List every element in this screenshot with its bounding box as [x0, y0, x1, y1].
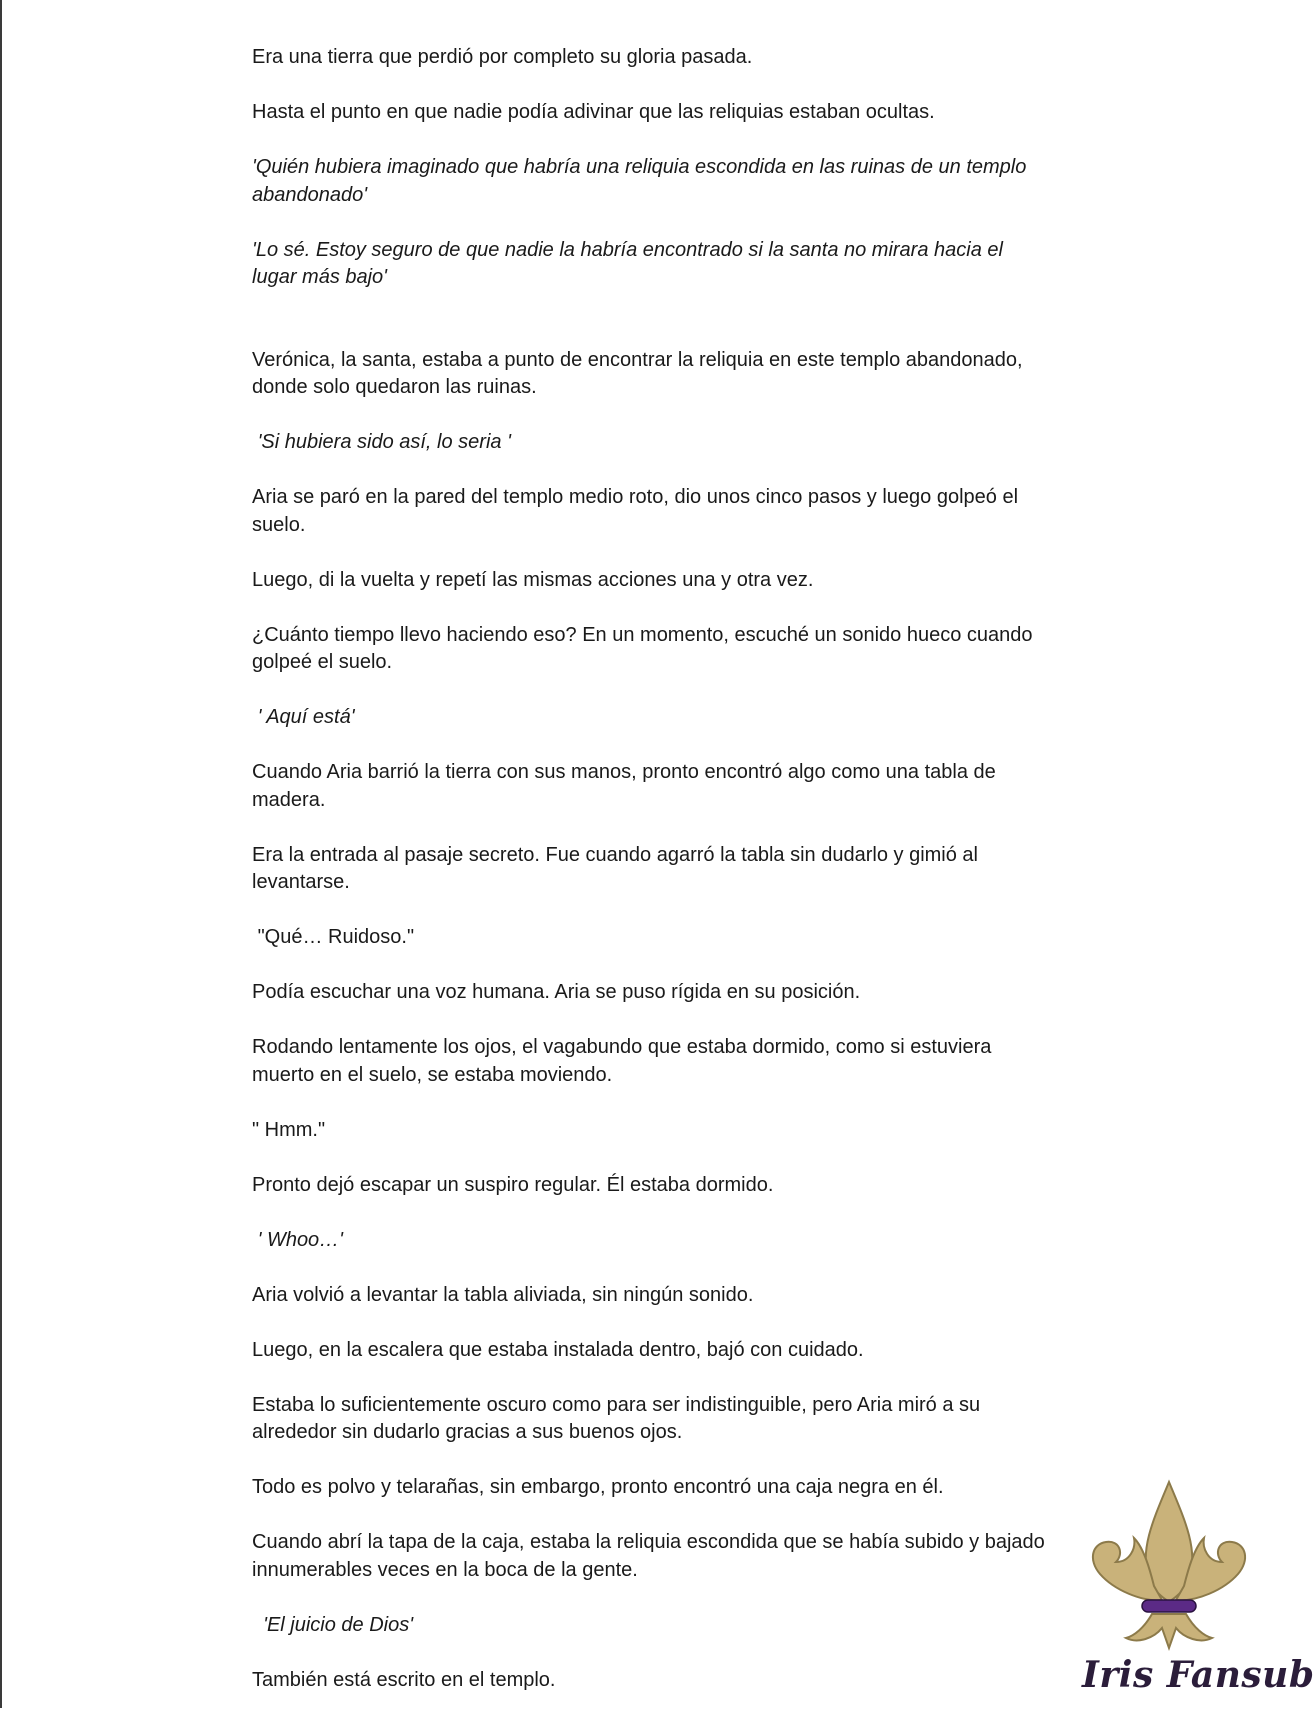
paragraph: Luego, en la escalera que estaba instalada dentro, bajó con cuidado. [252, 1338, 864, 1361]
watermark-logo [1070, 1478, 1315, 1703]
paragraph: " Hmm." [252, 1118, 326, 1141]
paragraph: 'Si hubiera sido así, lo seria ' [252, 431, 511, 453]
paragraph: 'Quién hubiera imaginado que habría una reliquia escondida en las ruinas de un templo abandonado' [252, 156, 1032, 206]
paragraph: ¿Cuánto tiempo llevo haciendo eso? En un momento, escuché un sonido hueco cuando golpeé el suelo. [252, 623, 1039, 673]
watermark-text: Iris Fansub [1082, 1654, 1315, 1696]
paragraph: 'Lo sé. Estoy seguro de que nadie la habría encontrado si la santa no mirara hacia el lugar más bajo' [252, 238, 1009, 288]
paragraph: Estaba lo suficientemente oscuro como para ser indistinguible, pero Aria miró a su alrededor sin dudarlo gracias a sus buenos ojos. [252, 1393, 986, 1443]
paragraph: Todo es polvo y telarañas, sin embargo, pronto encontró una caja negra en él. [252, 1476, 944, 1498]
paragraph: Era una tierra que perdió por completo su gloria pasada. [252, 46, 753, 68]
paragraph: ' Whoo…' [252, 1228, 344, 1251]
paragraph: Cuando abrí la tapa de la caja, estaba la reliquia escondida que se había subido y bajado innumerables veces en la boca de la gente. [252, 1531, 1051, 1581]
paragraph: Luego, di la vuelta y repetí las mismas acciones una y otra vez. [252, 568, 814, 591]
paragraph: También está escrito en el templo. [252, 1668, 556, 1691]
paragraph: Hasta el punto en que nadie podía adivinar que las reliquias estaban ocultas. [252, 101, 935, 123]
paragraph: Rodando lentamente los ojos, el vagabundo que estaba dormido, como si estuviera muerto en el suelo, se estaba moviendo. [252, 1036, 997, 1086]
paragraph: Pronto dejó escapar un suspiro regular. Él estaba dormido. [252, 1173, 774, 1196]
paragraph: Aria se paró en la pared del templo medio roto, dio unos cinco pasos y luego golpeó el suelo. [252, 486, 1024, 536]
paragraph: Podía escuchar una voz humana. Aria se puso rígida en su posición. [252, 981, 861, 1003]
paragraph: 'El juicio de Dios' [252, 1613, 414, 1636]
fleur-de-lis-icon [1084, 1478, 1254, 1653]
paragraph: Aria volvió a levantar la tabla aliviada, sin ningún sonido. [252, 1283, 754, 1306]
page-left-border [0, 0, 2, 1708]
paragraph: Verónica, la santa, estaba a punto de encontrar la reliquia en este templo abandonado, donde solo quedaron las ruinas. [252, 348, 1029, 398]
paragraph: Cuando Aria barrió la tierra con sus manos, pronto encontró algo como una tabla de madera. [252, 761, 1002, 811]
paragraph: Era la entrada al pasaje secreto. Fue cuando agarró la tabla sin dudarlo y gimió al levantarse. [252, 843, 984, 893]
paragraph: ' Aquí está' [252, 706, 355, 728]
paragraph: "Qué… Ruidoso." [252, 926, 415, 948]
document-body [252, 44, 1052, 1722]
